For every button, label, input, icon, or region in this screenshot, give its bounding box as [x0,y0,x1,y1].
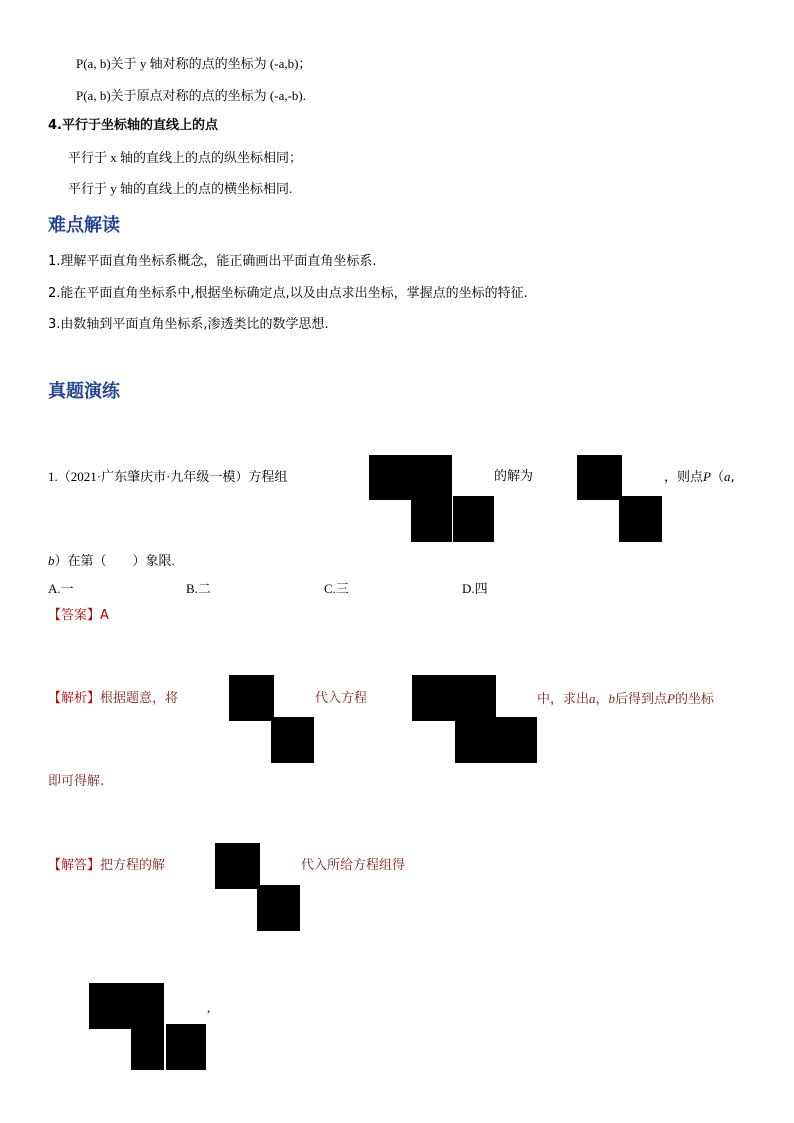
option-a[interactable]: A.一 [48,581,74,596]
solution-trailing-comma: , [207,1000,211,1015]
question-1-stem-continued: b）在第（ ）象限. [48,553,175,568]
parallel-y-rule: 平行于 y 轴的直线上的点的横坐标相同. [68,181,293,196]
difficulty-item-3: 3.由数轴到平面直角坐标系,渗透类比的数学思想. [48,317,329,332]
option-d[interactable]: D.四 [462,581,488,596]
analysis-intro: 【解析】根据题意，将 [48,691,179,706]
solution-image-part [257,885,300,931]
option-b[interactable]: B.二 [186,581,211,596]
equation-system-image [369,455,452,500]
equation-system-image [412,675,496,721]
question-1-stem: 1.（2021·广东肇庆市·九年级一模）方程组 [48,469,288,484]
solution-image-part [271,717,314,763]
solution-image [229,675,274,721]
question-1-point-text: ，则点P（a, [664,469,735,485]
solution-image [577,455,622,500]
equation-system-image-part [453,496,494,542]
symmetry-origin-rule: P(a, b)关于原点对称的点的坐标为 (-a,-b). [76,88,306,103]
difficulty-item-2: 2.能在平面直角坐标系中,根据坐标确定点,以及由点求出坐标，掌握点的坐标的特征. [48,286,528,301]
parallel-x-rule: 平行于 x 轴的直线上的点的纵坐标相同； [68,150,303,165]
difficulty-item-1: 1.理解平面直角坐标系概念，能正确画出平面直角坐标系. [48,254,377,269]
analysis-substitute-text: 代入方程 [315,691,368,706]
substituted-system-image-part [131,1024,164,1070]
difficulties-title: 难点解读 [48,215,120,236]
substituted-system-image-part [166,1024,206,1070]
option-c[interactable]: C.三 [324,581,349,596]
solution-intro: 【解答】把方程的解 [48,858,166,873]
symmetry-y-axis-rule: P(a, b)关于 y 轴对称的点的坐标为 (-a,b)； [76,56,312,71]
analysis-tag: 【解析】 [48,691,101,706]
substituted-system-image [89,983,164,1029]
solution-substitute-text: 代入所给方程组得 [301,858,406,873]
equation-system-image-part [496,717,537,763]
analysis-conclusion: 即可得解. [48,774,105,789]
equation-system-image-part [411,496,452,542]
practice-title: 真题演练 [48,381,120,402]
equation-system-image-part [455,717,496,763]
section-4-heading: 4.平行于坐标轴的直线上的点 [48,118,218,133]
analysis-find-text: 中，求出a，b后得到点P的坐标 [537,691,715,707]
answer-line: 【答案】A [48,608,109,623]
question-1-solution-label: 的解为 [494,469,534,484]
solution-image [215,843,260,889]
solution-image-part [619,496,662,542]
solution-tag: 【解答】 [48,858,101,873]
